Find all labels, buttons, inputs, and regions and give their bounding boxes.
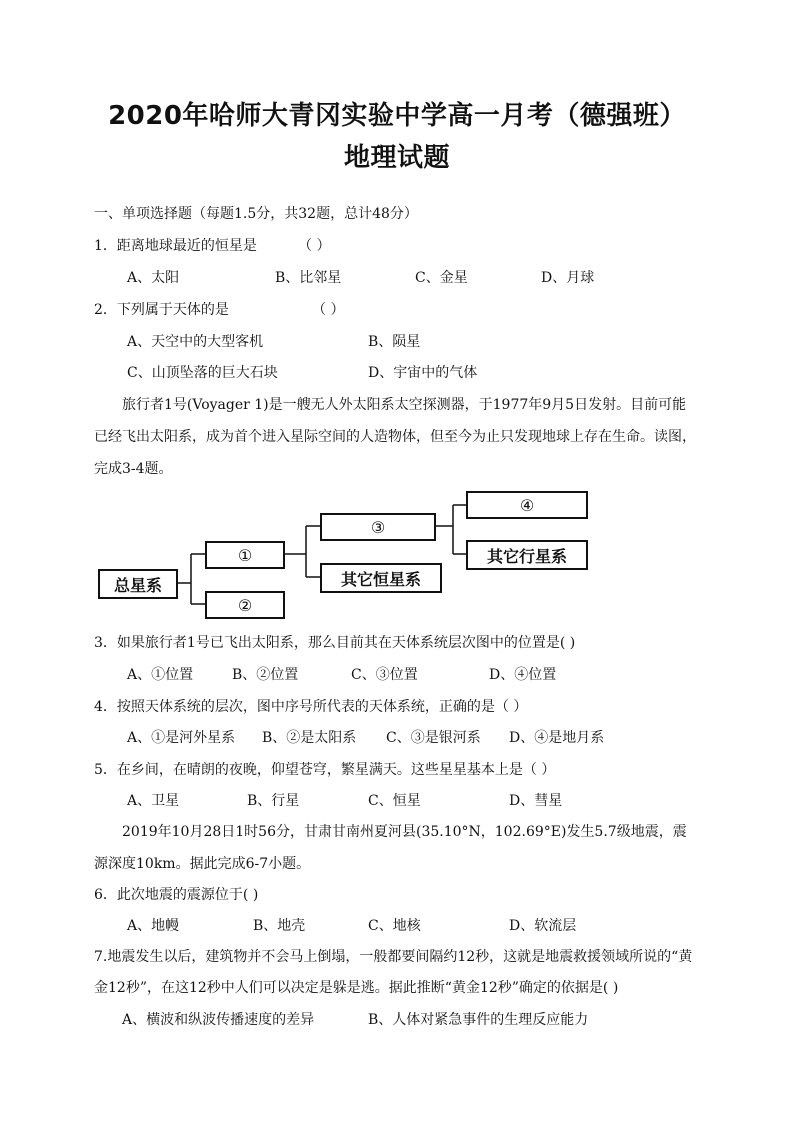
node-other-planetary-systems: 其它行星系: [466, 540, 588, 570]
passage-2-line-2: 源深度10km。据此完成6-7小题。: [94, 856, 311, 872]
question-5-stem: 5．在乡间，在晴朗的夜晚，仰望苍穹，繁星满天。这些星星基本上是（ ）: [94, 762, 556, 778]
node-total-galaxy: 总星系: [98, 569, 178, 599]
node-other-star-systems: 其它恒星系: [320, 563, 442, 593]
question-2-paren: （ ）: [312, 302, 345, 318]
question-2-option-c: C、山顶坠落的巨大石块: [127, 365, 278, 381]
passage-2-line-1: 2019年10月28日1时56分，甘肃甘南州夏河县(35.10°N，102.69°E)发生5.7级地震，震: [122, 824, 687, 840]
question-4-stem: 4．按照天体系统的层次，图中序号所代表的天体系统，正确的是（ ）: [94, 699, 528, 715]
node-1: ①: [205, 541, 285, 569]
question-6-stem: 6．此次地震的震源位于( ): [94, 887, 259, 903]
question-2-option-a: A、天空中的大型客机: [127, 334, 264, 350]
question-3-stem: 3．如果旅行者1号已飞出太阳系，那么目前其在天体系统层次图中的位置是( ): [94, 635, 576, 651]
question-2-option-b: B、陨星: [368, 334, 421, 350]
question-3-option-a: A、①位置: [127, 667, 194, 683]
question-6-option-d: D、软流层: [509, 918, 577, 934]
question-7-option-b: B、人体对紧急事件的生理反应能力: [368, 1012, 589, 1028]
question-1-option-b: B、比邻星: [275, 270, 342, 286]
question-3-option-d: D、④位置: [489, 667, 557, 683]
passage-1-line-2: 已经飞出太阳系，成为首个进入星际空间的人造物体，但至今为止只发现地球上存在生命。读图，: [94, 429, 696, 445]
question-1-option-d: D、月球: [541, 270, 595, 286]
question-7-stem-line-2: 金12秒”，在这12秒中人们可以决定是躲是逃。据此推断“黄金12秒”确定的依据是( ): [94, 980, 619, 996]
question-1-stem: 1．距离地球最近的恒星是: [94, 238, 257, 254]
question-7-option-a: A、横波和纵波传播速度的差异: [122, 1012, 315, 1028]
question-4-option-d: D、④是地月系: [509, 730, 605, 746]
question-7-stem-line-1: 7.地震发生以后，建筑物并不会马上倒塌，一般都要间隔约12秒，这就是地震救援领域所说的“黄: [94, 949, 693, 965]
passage-1-line-3: 完成3-4题。: [94, 461, 173, 477]
node-2: ②: [205, 591, 285, 619]
question-5-option-d: D、彗星: [509, 793, 563, 809]
question-6-option-b: B、地壳: [253, 918, 306, 934]
question-4-option-c: C、③是银河系: [386, 730, 481, 746]
question-2-stem: 2．下列属于天体的是: [94, 302, 229, 318]
question-6-option-c: C、地核: [368, 918, 421, 934]
question-3-option-c: C、③位置: [351, 667, 418, 683]
question-5-option-c: C、恒星: [368, 793, 421, 809]
question-1-option-c: C、金星: [415, 270, 468, 286]
question-4-option-b: B、②是太阳系: [262, 730, 357, 746]
question-5-option-b: B、行星: [247, 793, 300, 809]
question-5-option-a: A、卫星: [127, 793, 180, 809]
question-3-option-b: B、②位置: [232, 667, 299, 683]
question-1-option-a: A、太阳: [127, 270, 180, 286]
node-3: ③: [320, 513, 436, 541]
page-title: 2020年哈师大青冈实验中学高一月考（德强班）: [108, 101, 686, 131]
question-4-option-a: A、①是河外星系: [127, 730, 236, 746]
section-heading: 一、单项选择题（每题1.5分，共32题，总计48分）: [94, 206, 418, 222]
passage-1-line-1: 旅行者1号(Voyager 1)是一艘无人外太阳系太空探测器，于1977年9月5日发射。目前可能: [122, 397, 687, 413]
question-1-paren: （ ）: [298, 238, 331, 254]
question-2-option-d: D、宇宙中的气体: [368, 365, 478, 381]
page-subtitle: 地理试题: [343, 143, 450, 173]
question-6-option-a: A、地幔: [127, 918, 180, 934]
node-4: ④: [466, 491, 588, 519]
